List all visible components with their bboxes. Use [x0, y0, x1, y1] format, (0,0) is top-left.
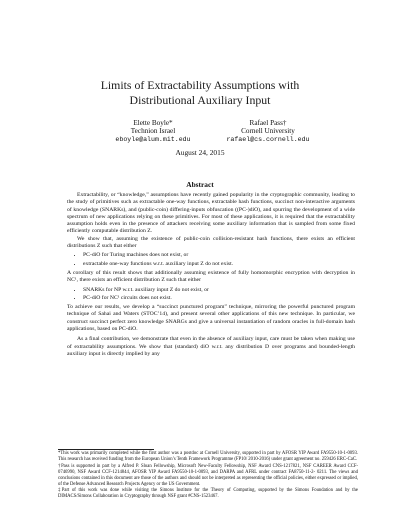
author-affiliation: Technion Israel: [130, 127, 176, 136]
list-item: • extractable one-way functions w.r.t. auxiliary input Z do not exist.: [83, 261, 355, 268]
author-block-1: [93, 119, 213, 144]
paper-date: August 24, 2015: [175, 148, 225, 157]
author-affiliation: Cornell University: [241, 127, 295, 136]
abstract-heading: Abstract: [186, 180, 214, 189]
author-name: Elette Boyle*: [133, 119, 173, 127]
footnotes: [58, 451, 358, 501]
list-item: • PC-diO for NC¹ circuits does not exist.: [83, 295, 355, 302]
author-email: eboyle@alum.mit.edu: [115, 135, 191, 143]
list-item: • SNARKs for NP w.r.t. auxiliary input Z do not exist, or: [83, 287, 355, 294]
abstract-paragraph: Extractability, or “knowledge,” assumptions have recently gained popularity in the cryptographic community, leading to the study of primitives such as extractable one-way functions, extractable hash functions, succinct non-interactive arguments of knowledge (SNARKs), and (public-coin) differing-inputs obfuscation ((PC-)diO), and spurring the development of a wide spectrum of new applications relying on these primitives. For most of these applications, it is required that the extractability assumption holds even in the presence of attackers receiving some auxiliary information that is sampled from some fixed efficiently computable distribution Z.: [67, 192, 355, 235]
title-line-1: Limits of Extractability Assumptions with: [100, 78, 300, 92]
abstract-list: [67, 252, 355, 268]
abstract-paragraph: To achieve our results, we develop a “succinct punctured program” technique, mirroring the powerful punctured program technique of Sahai and Waters (STOC’14), and present several other applications of this new technique. In particular, we construct succinct perfect zero knowledge SNARGs and give a universal instantiation of random oracles in full-domain hash applications, based on PC-diO.: [67, 304, 355, 333]
footnote: ‡Part of this work was done while visiting the Simons Institute for the Theory of Computing, supported by the Simons Foundation and by the DIMACS/Simons Collaboration in Cryptography through NSF grant #CNS-1523467.: [58, 488, 358, 500]
author-block-2: [208, 119, 328, 144]
abstract-list: [67, 287, 355, 303]
abstract-paragraph: We show that, assuming the existence of public-coin collision-resistant hash functions, there exists an efficient distributions Z such that either: [67, 235, 355, 250]
footnote-rule: [58, 449, 154, 450]
list-item: • PC-diO for Turing machines does not exist, or: [83, 252, 355, 259]
author-name: Rafael Pass†: [249, 119, 287, 127]
paper-title: [0, 78, 400, 108]
abstract-paragraph: A corollary of this result shows that additionally assuming existence of fully homomorphic encryption with decryption in NC¹, there exists an efficient distribution Z such that either: [67, 269, 355, 284]
title-line-2: Distributional Auxiliary Input: [129, 93, 271, 107]
footnote: *This work was primarily completed while the first author was a postdoc at Cornell University, supported in part by AFOSR YIP Award FA9550-10-1-0093. This research has received funding from the European Union’s Tenth Framework Programme (FP10/ 2010-2016) under grant agreement no. 259426 ERC-CaC.: [58, 451, 358, 462]
abstract-paragraph: As a final contribution, we demonstrate that even in the absence of auxiliary input, care must be taken when making use of extractability assumptions. We show that (standard) diO w.r.t. any distribution D over programs and bounded-length auxiliary input is directly implied by any: [67, 336, 355, 357]
footnote: †Pass is supported in part by a Alfred P. Sloan Fellowship, Microsoft New-Faculty Fellowship, NSF Award CNS-1217821, NSF CAREER Award CCF-0746990, NSF Award CCF-1214844, AFOSR YIP Award FA9550-10-1-0093, and DARPA and AFRL under contract FA8750-11-2- 0211. The views and conclusions contained in this document are those of the authors and should not be interpreted as representing the official policies, either expressed or implied, of the Defense Advanced Research Projects Agency or the US Government.: [58, 463, 358, 487]
abstract-body: [67, 192, 355, 358]
author-email: rafael@cs.cornell.edu: [226, 135, 310, 143]
